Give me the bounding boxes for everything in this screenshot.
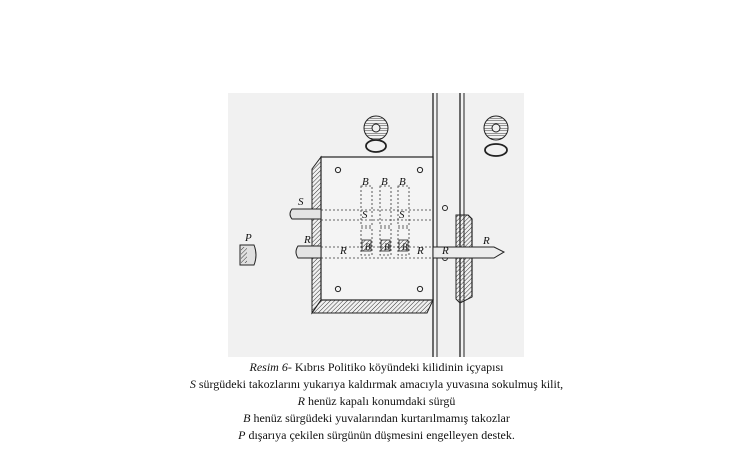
label-s-key: S: [298, 196, 304, 208]
label-b-3: B: [399, 176, 406, 188]
label-s-pin-1: S: [362, 209, 368, 221]
label-p: P: [245, 232, 252, 244]
rosette-right: [484, 116, 508, 156]
caption-line-p: P dışarıya çekilen sürgünün düşmesini engelleyen destek.: [238, 428, 515, 442]
caption-line-r: R henüz kapalı konumdaki sürgü: [297, 394, 456, 408]
label-r-mid: R: [340, 245, 347, 257]
label-b-6: B: [402, 242, 408, 252]
label-b-5: B: [384, 242, 390, 252]
caption-line-s: S sürgüdeki takozlarını yukarıya kaldırmak amacıyla yuvasına sokulmuş kilit,: [189, 377, 564, 391]
label-r-door: R: [417, 245, 424, 257]
label-b-2: B: [381, 176, 388, 188]
label-r-keeper: R: [442, 245, 449, 257]
lock-illustration: [228, 93, 524, 357]
label-r-end: R: [483, 235, 490, 247]
caption-line-b: B henüz sürgüdeki yuvalarından kurtarılmamış takozlar: [243, 411, 510, 425]
keeper-block: [456, 215, 472, 303]
rosette-left: [364, 116, 388, 152]
label-b-1: B: [362, 176, 369, 188]
label-r-left: R: [304, 234, 311, 246]
figure-caption: [0, 359, 753, 444]
lock-drawing: [228, 93, 524, 357]
label-s-pin-2: S: [399, 209, 405, 221]
support-p: [240, 245, 256, 265]
caption-title: Resim 6- Kıbrıs Politiko köyündeki kilidinin içyapısı: [249, 360, 504, 374]
lock-body: [312, 157, 433, 313]
label-b-4: B: [365, 242, 371, 252]
